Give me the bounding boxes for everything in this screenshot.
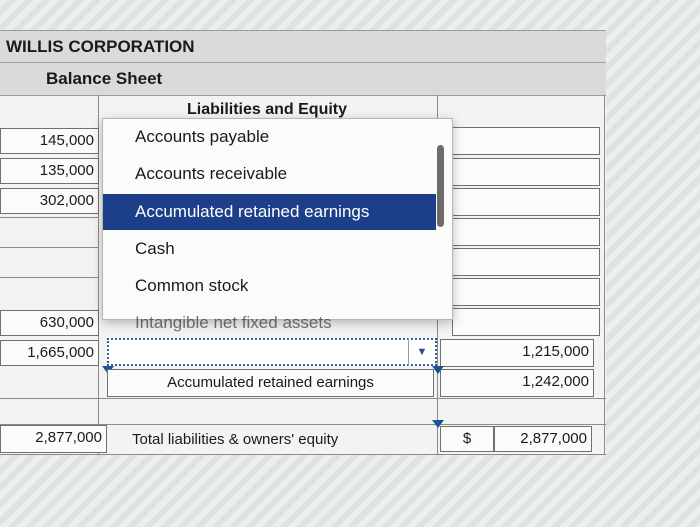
dropdown-option-accounts-receivable[interactable]: Accounts receivable — [135, 164, 288, 183]
dropdown-option-accumulated-retained-earnings[interactable]: Accumulated retained earnings — [103, 194, 436, 230]
grid-line — [0, 247, 99, 248]
amount-input-r4[interactable] — [452, 218, 600, 246]
dropdown-scrollbar[interactable] — [437, 145, 444, 227]
amount-input-r3[interactable] — [452, 188, 600, 216]
account-dropdown-menu[interactable] — [102, 118, 453, 332]
currency-symbol: $ — [440, 426, 494, 452]
grid-line — [0, 398, 606, 399]
equity-value-1-field[interactable]: 1,215,000 — [440, 339, 594, 367]
amount-input-r1[interactable] — [452, 127, 600, 155]
equity-label[interactable]: Accumulated retained earnings — [107, 369, 434, 397]
statement-header — [0, 62, 606, 96]
amount-field-5[interactable]: 1,665,000 — [0, 340, 99, 366]
grid-line — [0, 454, 606, 455]
grid-line — [0, 277, 99, 278]
amount-input-r5[interactable] — [452, 248, 600, 276]
chevron-down-icon[interactable]: ▼ — [408, 338, 435, 366]
equity-value-2-field[interactable]: 1,242,000 — [440, 369, 594, 397]
dropdown-option-accounts-payable[interactable]: Accounts payable — [135, 127, 270, 146]
dropdown-option-common-stock[interactable]: Common stock — [135, 276, 249, 295]
total-value-field[interactable]: 2,877,000 — [494, 426, 592, 452]
statement-title: Balance Sheet — [46, 69, 163, 88]
amount-input-r2[interactable] — [452, 158, 600, 186]
input-marker-icon — [432, 420, 444, 428]
amount-field-total[interactable]: 2,877,000 — [0, 425, 107, 453]
amount-input-r6[interactable] — [452, 278, 600, 306]
amount-field-1[interactable]: 145,000 — [0, 128, 99, 154]
grid-line — [604, 95, 605, 455]
total-label: Total liabilities & owners' equity — [132, 431, 339, 448]
amount-field-2[interactable]: 135,000 — [0, 158, 99, 184]
amount-field-4[interactable]: 630,000 — [0, 310, 99, 336]
grid-line — [0, 217, 99, 218]
dropdown-option-cash[interactable]: Cash — [135, 239, 175, 258]
company-header — [0, 30, 606, 63]
account-select[interactable] — [107, 338, 437, 366]
dropdown-option-intangible-net-fixed-assets[interactable]: Intangible net fixed assets — [135, 313, 332, 332]
company-name: WILLIS CORPORATION — [6, 37, 195, 56]
section-header: Liabilities and Equity — [186, 101, 348, 118]
amount-input-r7[interactable] — [452, 308, 600, 336]
amount-field-3[interactable]: 302,000 — [0, 188, 99, 214]
